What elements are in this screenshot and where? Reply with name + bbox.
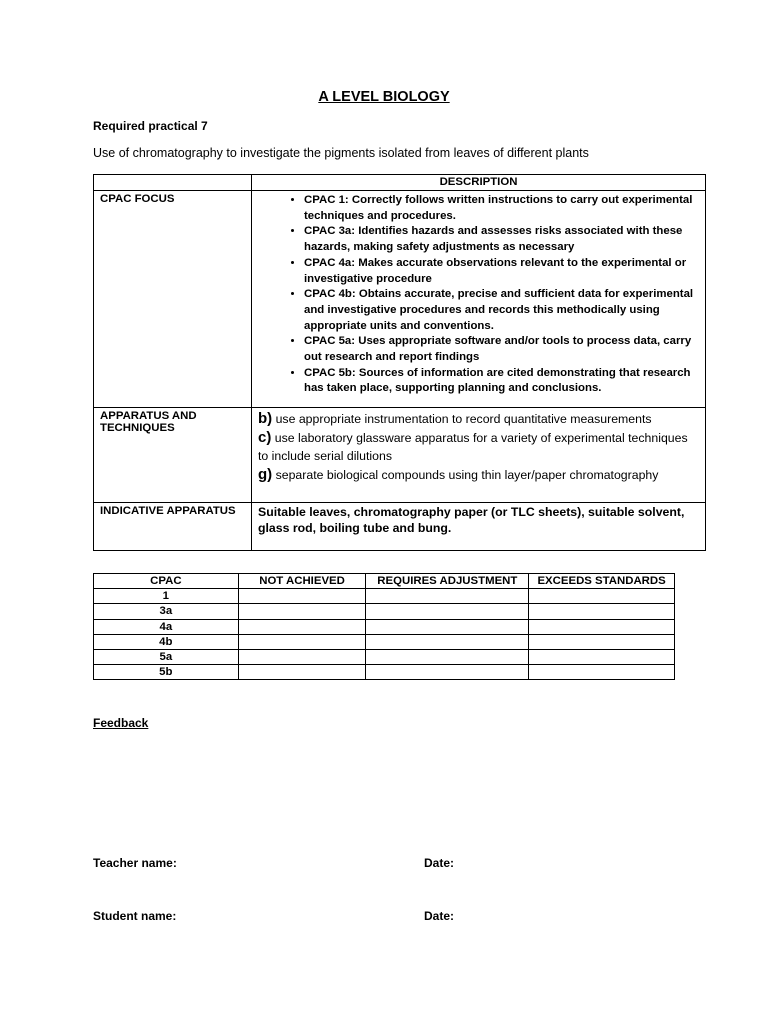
teacher-date-label: Date: [424, 856, 455, 870]
indicative-apparatus-text: Suitable leaves, chromatography paper (or TLC sheets), suitable solvent, glass rod, boiling tube and bung. [252, 503, 706, 551]
technique-item [258, 429, 699, 466]
requires-adjustment-cell[interactable] [366, 649, 529, 664]
requires-adjustment-cell[interactable] [366, 589, 529, 604]
technique-letter: b) [258, 410, 273, 428]
requires-adjustment-column-header: REQUIRES ADJUSTMENT [366, 574, 529, 589]
technique-text: separate biological compounds using thin layer/paper chromatography [275, 467, 659, 482]
description-header: DESCRIPTION [252, 175, 706, 191]
not-achieved-column-header: NOT ACHIEVED [238, 574, 366, 589]
requires-adjustment-cell[interactable] [366, 634, 529, 649]
feedback-heading: Feedback [93, 716, 149, 730]
cpac-code: 3a [94, 604, 239, 619]
practical-number: Required practical 7 [93, 119, 208, 133]
not-achieved-cell[interactable] [238, 649, 366, 664]
table-row [94, 649, 675, 664]
not-achieved-cell[interactable] [238, 589, 366, 604]
requires-adjustment-cell[interactable] [366, 619, 529, 634]
exceeds-standards-cell[interactable] [529, 665, 675, 680]
technique-text: use appropriate instrumentation to record quantitative measurements [275, 412, 652, 427]
cpac-focus-row [94, 191, 706, 408]
apparatus-techniques-cell [252, 408, 706, 503]
technique-item [258, 410, 699, 429]
cpac-code: 5a [94, 649, 239, 664]
list-item: • CPAC 4a: Makes accurate observations relevant to the experimental or investigative procedure [304, 256, 695, 287]
table-row [94, 665, 675, 680]
practical-description: Use of chromatography to investigate the pigments isolated from leaves of different plants [93, 146, 589, 160]
technique-text: use laboratory glassware apparatus for a variety of experimental techniques to include serial dilutions [258, 430, 688, 464]
technique-letter: g) [258, 465, 273, 483]
cpac-assessment-table [93, 573, 675, 680]
page-title: A LEVEL BIOLOGY [318, 89, 450, 105]
cpac-focus-cell [252, 191, 706, 408]
cpac-focus-label: CPAC FOCUS [94, 191, 252, 408]
apparatus-techniques-label: APPARATUS AND TECHNIQUES [94, 408, 252, 503]
list-item: • CPAC 3a: Identifies hazards and assesses risks associated with these hazards, making safety adjustments as necessary [304, 224, 695, 255]
not-achieved-cell[interactable] [238, 604, 366, 619]
not-achieved-cell[interactable] [238, 619, 366, 634]
exceeds-standards-cell[interactable] [529, 634, 675, 649]
exceeds-standards-cell[interactable] [529, 589, 675, 604]
empty-header-cell [94, 175, 252, 191]
exceeds-standards-cell[interactable] [529, 619, 675, 634]
list-item: • CPAC 5a: Uses appropriate software and/or tools to process data, carry out research and report findings [304, 334, 695, 365]
cpac-code: 1 [94, 589, 239, 604]
table-row [94, 634, 675, 649]
list-item: • CPAC 4b: Obtains accurate, precise and sufficient data for experimental and investigative procedures and records this methodically using appropriate units and conventions. [304, 287, 695, 334]
list-item: • CPAC 5b: Sources of information are cited demonstrating that research has taken place, supporting planning and conclusions. [304, 366, 695, 397]
table-row [94, 619, 675, 634]
table-row [94, 604, 675, 619]
cpac-code: 5b [94, 665, 239, 680]
student-name-label: Student name: [93, 909, 177, 923]
cpac-header-row [94, 574, 675, 589]
technique-letter: c) [258, 428, 272, 446]
cpac-column-header: CPAC [94, 574, 239, 589]
not-achieved-cell[interactable] [238, 634, 366, 649]
cpac-code: 4a [94, 619, 239, 634]
requires-adjustment-cell[interactable] [366, 604, 529, 619]
indicative-apparatus-row [94, 503, 706, 551]
apparatus-techniques-row [94, 408, 706, 503]
teacher-name-label: Teacher name: [93, 856, 177, 870]
description-header-row [94, 175, 706, 191]
indicative-apparatus-label: INDICATIVE APPARATUS [94, 503, 252, 551]
cpac-focus-list [252, 191, 705, 407]
student-date-label: Date: [424, 909, 455, 923]
technique-item [258, 466, 699, 485]
not-achieved-cell[interactable] [238, 665, 366, 680]
list-item: • CPAC 1: Correctly follows written instructions to carry out experimental techniques and procedures. [304, 193, 695, 224]
table-row [94, 589, 675, 604]
exceeds-standards-cell[interactable] [529, 649, 675, 664]
exceeds-standards-cell[interactable] [529, 604, 675, 619]
cpac-code: 4b [94, 634, 239, 649]
description-table [93, 174, 706, 551]
requires-adjustment-cell[interactable] [366, 665, 529, 680]
exceeds-standards-column-header: EXCEEDS STANDARDS [529, 574, 675, 589]
